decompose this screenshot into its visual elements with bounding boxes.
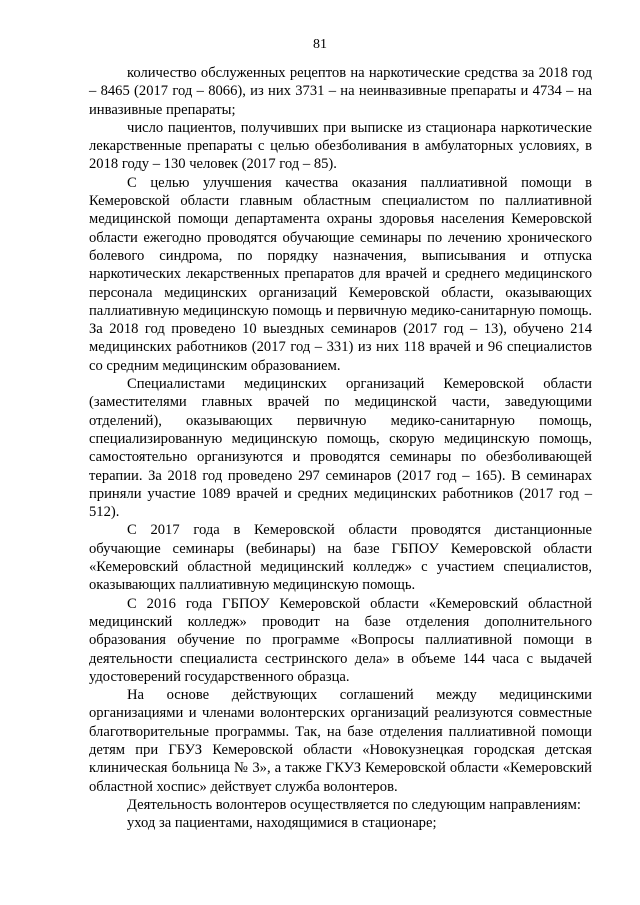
paragraph-local-seminars: Специалистами медицинских организаций Кемеровской области (заместителями главных врачей по медицинской части, заведующими отделений), оказывающих первичную медико-санитарную помощь, специализированную медицинскую помощь, скорую медицинскую помощь, самостоятельно организуются и проводятся семинары по обезболивающей терапии. За 2018 год проведено 297 семинаров (2017 год – 165). В семинарах приняли участие 1089 врачей и средних медицинских работников (2017 год – 512). <box>89 376 592 521</box>
paragraph-webinars: С 2017 года в Кемеровской области проводятся дистанционные обучающие семинары (вебинары) на базе ГБПОУ Кемеровской области «Кемеровский областной медицинский колледж» с участием специалистов, оказывающих паллиативную медицинскую помощь. <box>89 522 592 594</box>
paragraph-training-seminars: С целью улучшения качества оказания паллиативной помощи в Кемеровской области главным областным специалистом по паллиативной медицинской помощи департамента охраны здоровья населения Кемеровской области ежегодно проводятся обучающие семинары по лечению хронического болевого синдрома, по порядку назначения, выписывания и отпуска наркотических лекарственных препаратов для врачей и среднего медицинского персонала медицинских организаций Кемеровской области, оказывающих паллиативную медицинскую помощь и первичную медико-санитарную помощь. За 2018 год проведено 10 выездных семинаров (2017 год – 13), обучено 214 медицинских работников (2017 год – 331) из них 118 врачей и 96 специалистов со средним медицинским образованием. <box>89 174 592 374</box>
paragraph-volunteer-directions: Деятельность волонтеров осуществляется по следующим направлениям: <box>127 796 581 813</box>
page-number: 81 <box>313 37 327 52</box>
paragraph-prescriptions: количество обслуженных рецептов на наркотические средства за 2018 год – 8465 (2017 год – 8066), из них 3731 – на неинвазивные препараты и 4734 – на инвазивные препараты; <box>89 65 592 118</box>
document-body <box>89 64 592 832</box>
paragraph-patient-care: уход за пациентами, находящимися в стационаре; <box>127 815 437 832</box>
paragraph-discharged-patients: число пациентов, получивших при выписке из стационара наркотические лекарственные препараты с целью обезболивания в амбулаторных условиях, в 2018 году – 130 человек (2017 год – 85). <box>89 119 592 173</box>
paragraph-volunteer-programs: На основе действующих соглашений между медицинскими организациями и членами волонтерских организаций реализуются совместные благотворительные программы. Так, на базе отделения паллиативной помощи детям при ГБУЗ Кемеровской области «Новокузнецкая городская детская клиническая больница № 3», а также ГКУЗ Кемеровской области «Кемеровский областной хоспис» действует служба волонтеров. <box>89 687 592 795</box>
paragraph-nursing-program: С 2016 года ГБПОУ Кемеровской области «Кемеровский областной медицинский колледж» проводит на базе отделения дополнительного образования обучение по программе «Вопросы паллиативной помощи в деятельности специалиста сестринского дела» в объеме 144 часа с выдачей удостоверений государственного образца. <box>89 595 592 685</box>
